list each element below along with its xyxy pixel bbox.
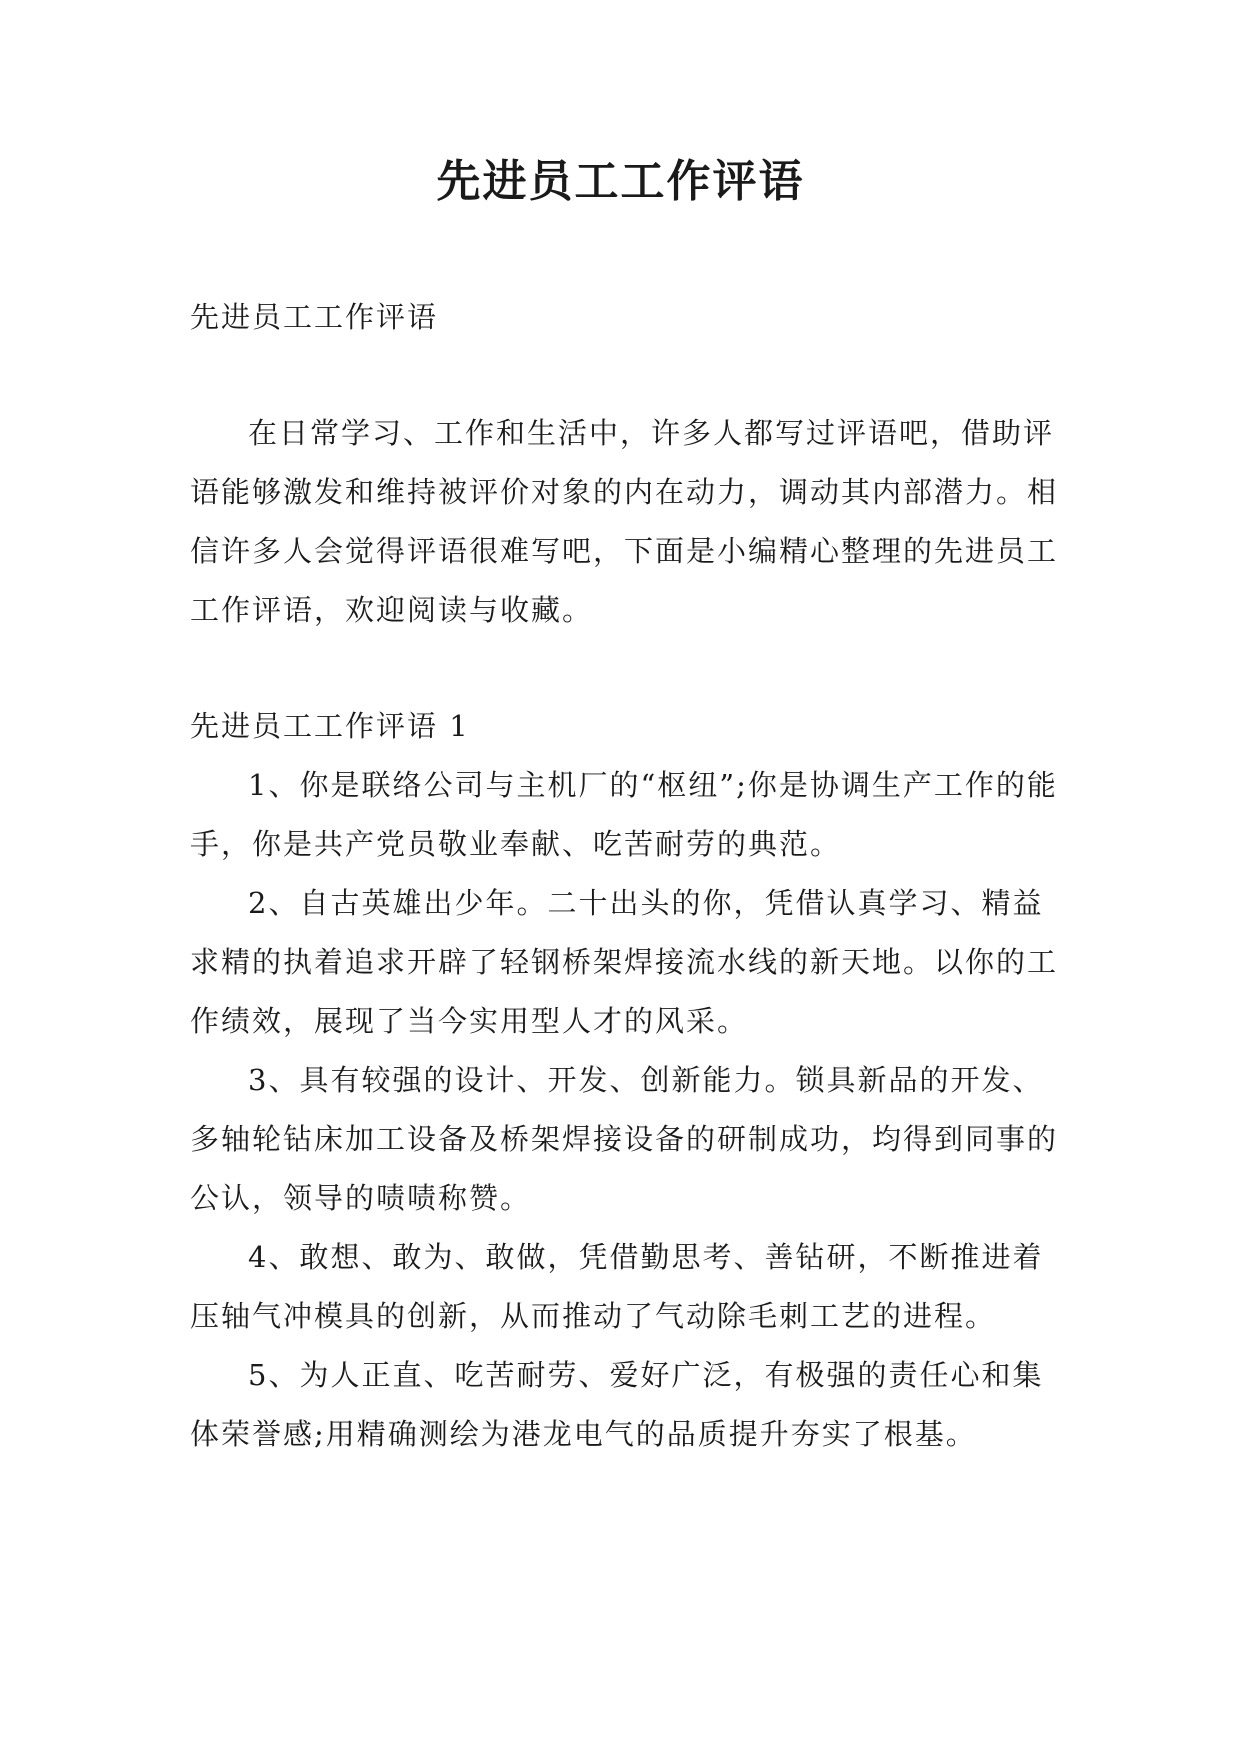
comment-item-3: 3、具有较强的设计、开发、创新能力。锁具新品的开发、多轴轮钻床加工设备及桥架焊接设备的研制成功，均得到同事的公认，领导的啧啧称赞。 xyxy=(190,1063,1059,1215)
document-body xyxy=(190,288,1070,1464)
document-subtitle: 先进员工工作评语 xyxy=(190,300,439,334)
comment-item-5: 5、为人正直、吃苦耐劳、爱好广泛，有极强的责任心和集体荣誉感;用精确测绘为港龙电气的品质提升夯实了根基。 xyxy=(190,1358,1044,1451)
section-heading: 先进员工工作评语 1 xyxy=(190,709,470,743)
comment-item-1: 1、你是联络公司与主机厂的“枢纽”;你是协调生产工作的能手，你是共产党员敬业奉献、吃苦耐劳的典范。 xyxy=(190,768,1058,861)
comment-item-2: 2、自古英雄出少年。二十出头的你，凭借认真学习、精益求精的执着追求开辟了轻钢桥架焊接流水线的新天地。以你的工作绩效，展现了当今实用型人才的风采。 xyxy=(190,886,1059,1038)
intro-paragraph: 在日常学习、工作和生活中，许多人都写过评语吧，借助评语能够激发和维持被评价对象的内在动力，调动其内部潜力。相信许多人会觉得评语很难写吧，下面是小编精心整理的先进员工工作评语，欢迎阅读与收藏。 xyxy=(190,416,1059,627)
document-title: 先进员工工作评语 xyxy=(436,156,805,207)
comment-item-4: 4、敢想、敢为、敢做，凭借勤思考、善钻研，不断推进着压轴气冲模具的创新，从而推动了气动除毛刺工艺的进程。 xyxy=(190,1240,1044,1333)
